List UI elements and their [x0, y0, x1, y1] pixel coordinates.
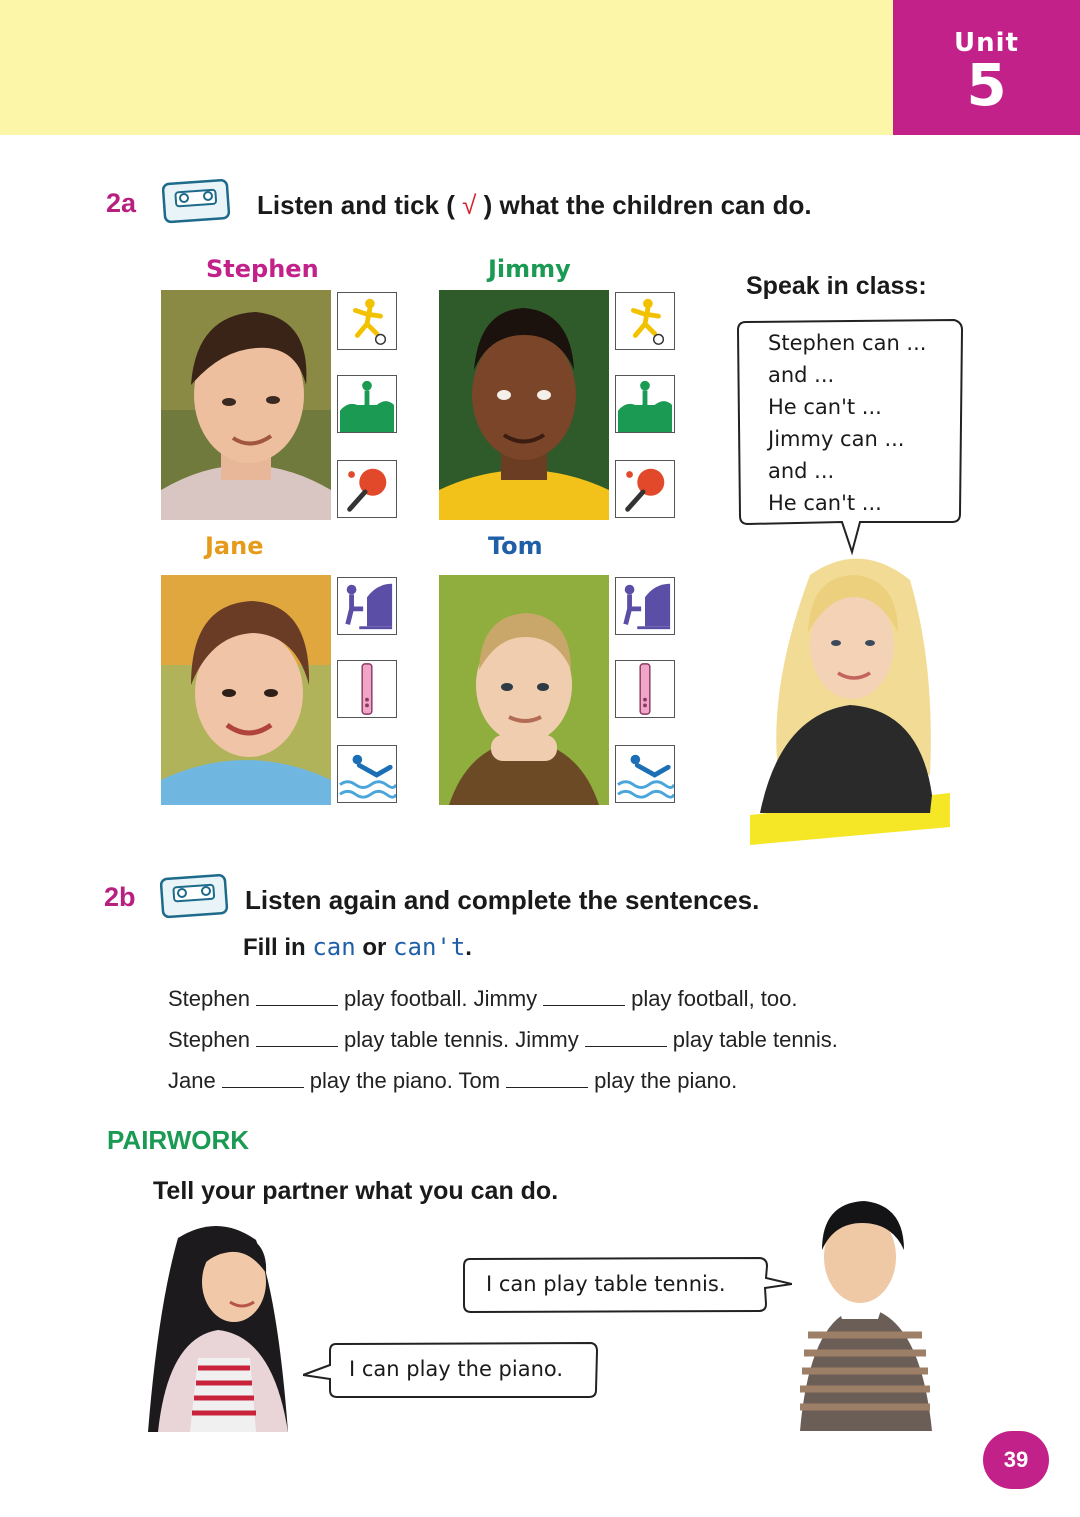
instruction-part: Listen and tick (	[257, 190, 455, 220]
blank-field[interactable]	[222, 1069, 304, 1088]
horse-riding-icon[interactable]	[337, 375, 397, 433]
or-word: or	[362, 934, 387, 961]
unit-number: 5	[966, 51, 1007, 119]
sentence-part: Stephen	[168, 1027, 250, 1052]
child-name-tom: Tom	[488, 532, 543, 560]
blank-field[interactable]	[585, 1028, 667, 1047]
cassette-icon	[160, 873, 230, 924]
photo-jimmy	[439, 290, 609, 520]
boy-bubble-text: I can play table tennis.	[486, 1272, 726, 1296]
page-number: 39	[983, 1431, 1049, 1489]
sentence-part: play table tennis.	[672, 1027, 838, 1052]
girl-speech-bubble	[303, 1341, 599, 1399]
football-icon[interactable]	[337, 292, 397, 350]
football-icon[interactable]	[615, 292, 675, 350]
unit-word: Unit	[954, 28, 1019, 58]
photo-speaking-girl	[750, 545, 950, 845]
header-band	[0, 0, 893, 135]
sentence-part: Stephen	[168, 986, 250, 1011]
speak-line: and ...	[768, 363, 835, 387]
photo-jane	[161, 575, 331, 805]
instruction-part: ) what the children can do.	[483, 190, 812, 220]
boy-speech-bubble	[462, 1256, 792, 1314]
sentence-part: play the piano.	[594, 1068, 738, 1093]
keyword-can: can	[312, 933, 356, 961]
swimming-icon[interactable]	[615, 745, 675, 803]
sentence-part: play the piano. Tom	[309, 1068, 501, 1093]
child-name-jimmy: Jimmy	[488, 255, 571, 283]
sentence-3	[168, 1068, 737, 1094]
photo-girl	[138, 1218, 304, 1432]
horse-riding-icon[interactable]	[615, 375, 675, 433]
flute-icon[interactable]	[337, 660, 397, 718]
piano-icon[interactable]	[615, 577, 675, 635]
section-2a-instruction	[257, 190, 812, 221]
keyword-cant: can't	[393, 933, 466, 961]
pairwork-title: PAIRWORK	[107, 1125, 250, 1155]
unit-tab	[893, 0, 1080, 135]
fill-in-instruction	[243, 933, 472, 962]
section-2a-label: 2a	[106, 188, 137, 218]
table-tennis-icon[interactable]	[615, 460, 675, 518]
speech-bubble	[736, 318, 964, 558]
speak-in-class-title: Speak in class:	[746, 272, 927, 300]
photo-boy	[792, 1195, 936, 1431]
swimming-icon[interactable]	[337, 745, 397, 803]
blank-field[interactable]	[256, 987, 338, 1006]
table-tennis-icon[interactable]	[337, 460, 397, 518]
sentence-2	[168, 1027, 838, 1053]
fill-in-word: Fill in	[243, 934, 306, 961]
speak-line: Jimmy can ...	[768, 427, 905, 451]
cassette-icon	[162, 178, 232, 229]
blank-field[interactable]	[506, 1069, 588, 1088]
speak-line: and ...	[768, 459, 835, 483]
blank-field[interactable]	[256, 1028, 338, 1047]
sentence-part: play football. Jimmy	[343, 986, 538, 1011]
piano-icon[interactable]	[337, 577, 397, 635]
blank-field[interactable]	[543, 987, 625, 1006]
girl-bubble-text: I can play the piano.	[349, 1357, 564, 1381]
section-2b-instruction: Listen again and complete the sentences.	[245, 885, 760, 915]
sentence-part: Jane	[168, 1068, 216, 1093]
section-2b-label: 2b	[104, 882, 136, 912]
period: .	[465, 934, 472, 961]
photo-tom	[439, 575, 609, 805]
pairwork-instruction: Tell your partner what you can do.	[153, 1177, 559, 1205]
speak-line: Stephen can ...	[768, 331, 927, 355]
child-name-jane: Jane	[205, 532, 264, 560]
child-name-stephen: Stephen	[206, 255, 319, 283]
flute-icon[interactable]	[615, 660, 675, 718]
photo-stephen	[161, 290, 331, 520]
sentence-part: play football, too.	[631, 986, 798, 1011]
speak-line: He can't ...	[768, 491, 882, 515]
speak-line: He can't ...	[768, 395, 882, 419]
tick-mark: √	[462, 190, 477, 220]
sentence-part: play table tennis. Jimmy	[343, 1027, 579, 1052]
sentence-1	[168, 986, 798, 1012]
